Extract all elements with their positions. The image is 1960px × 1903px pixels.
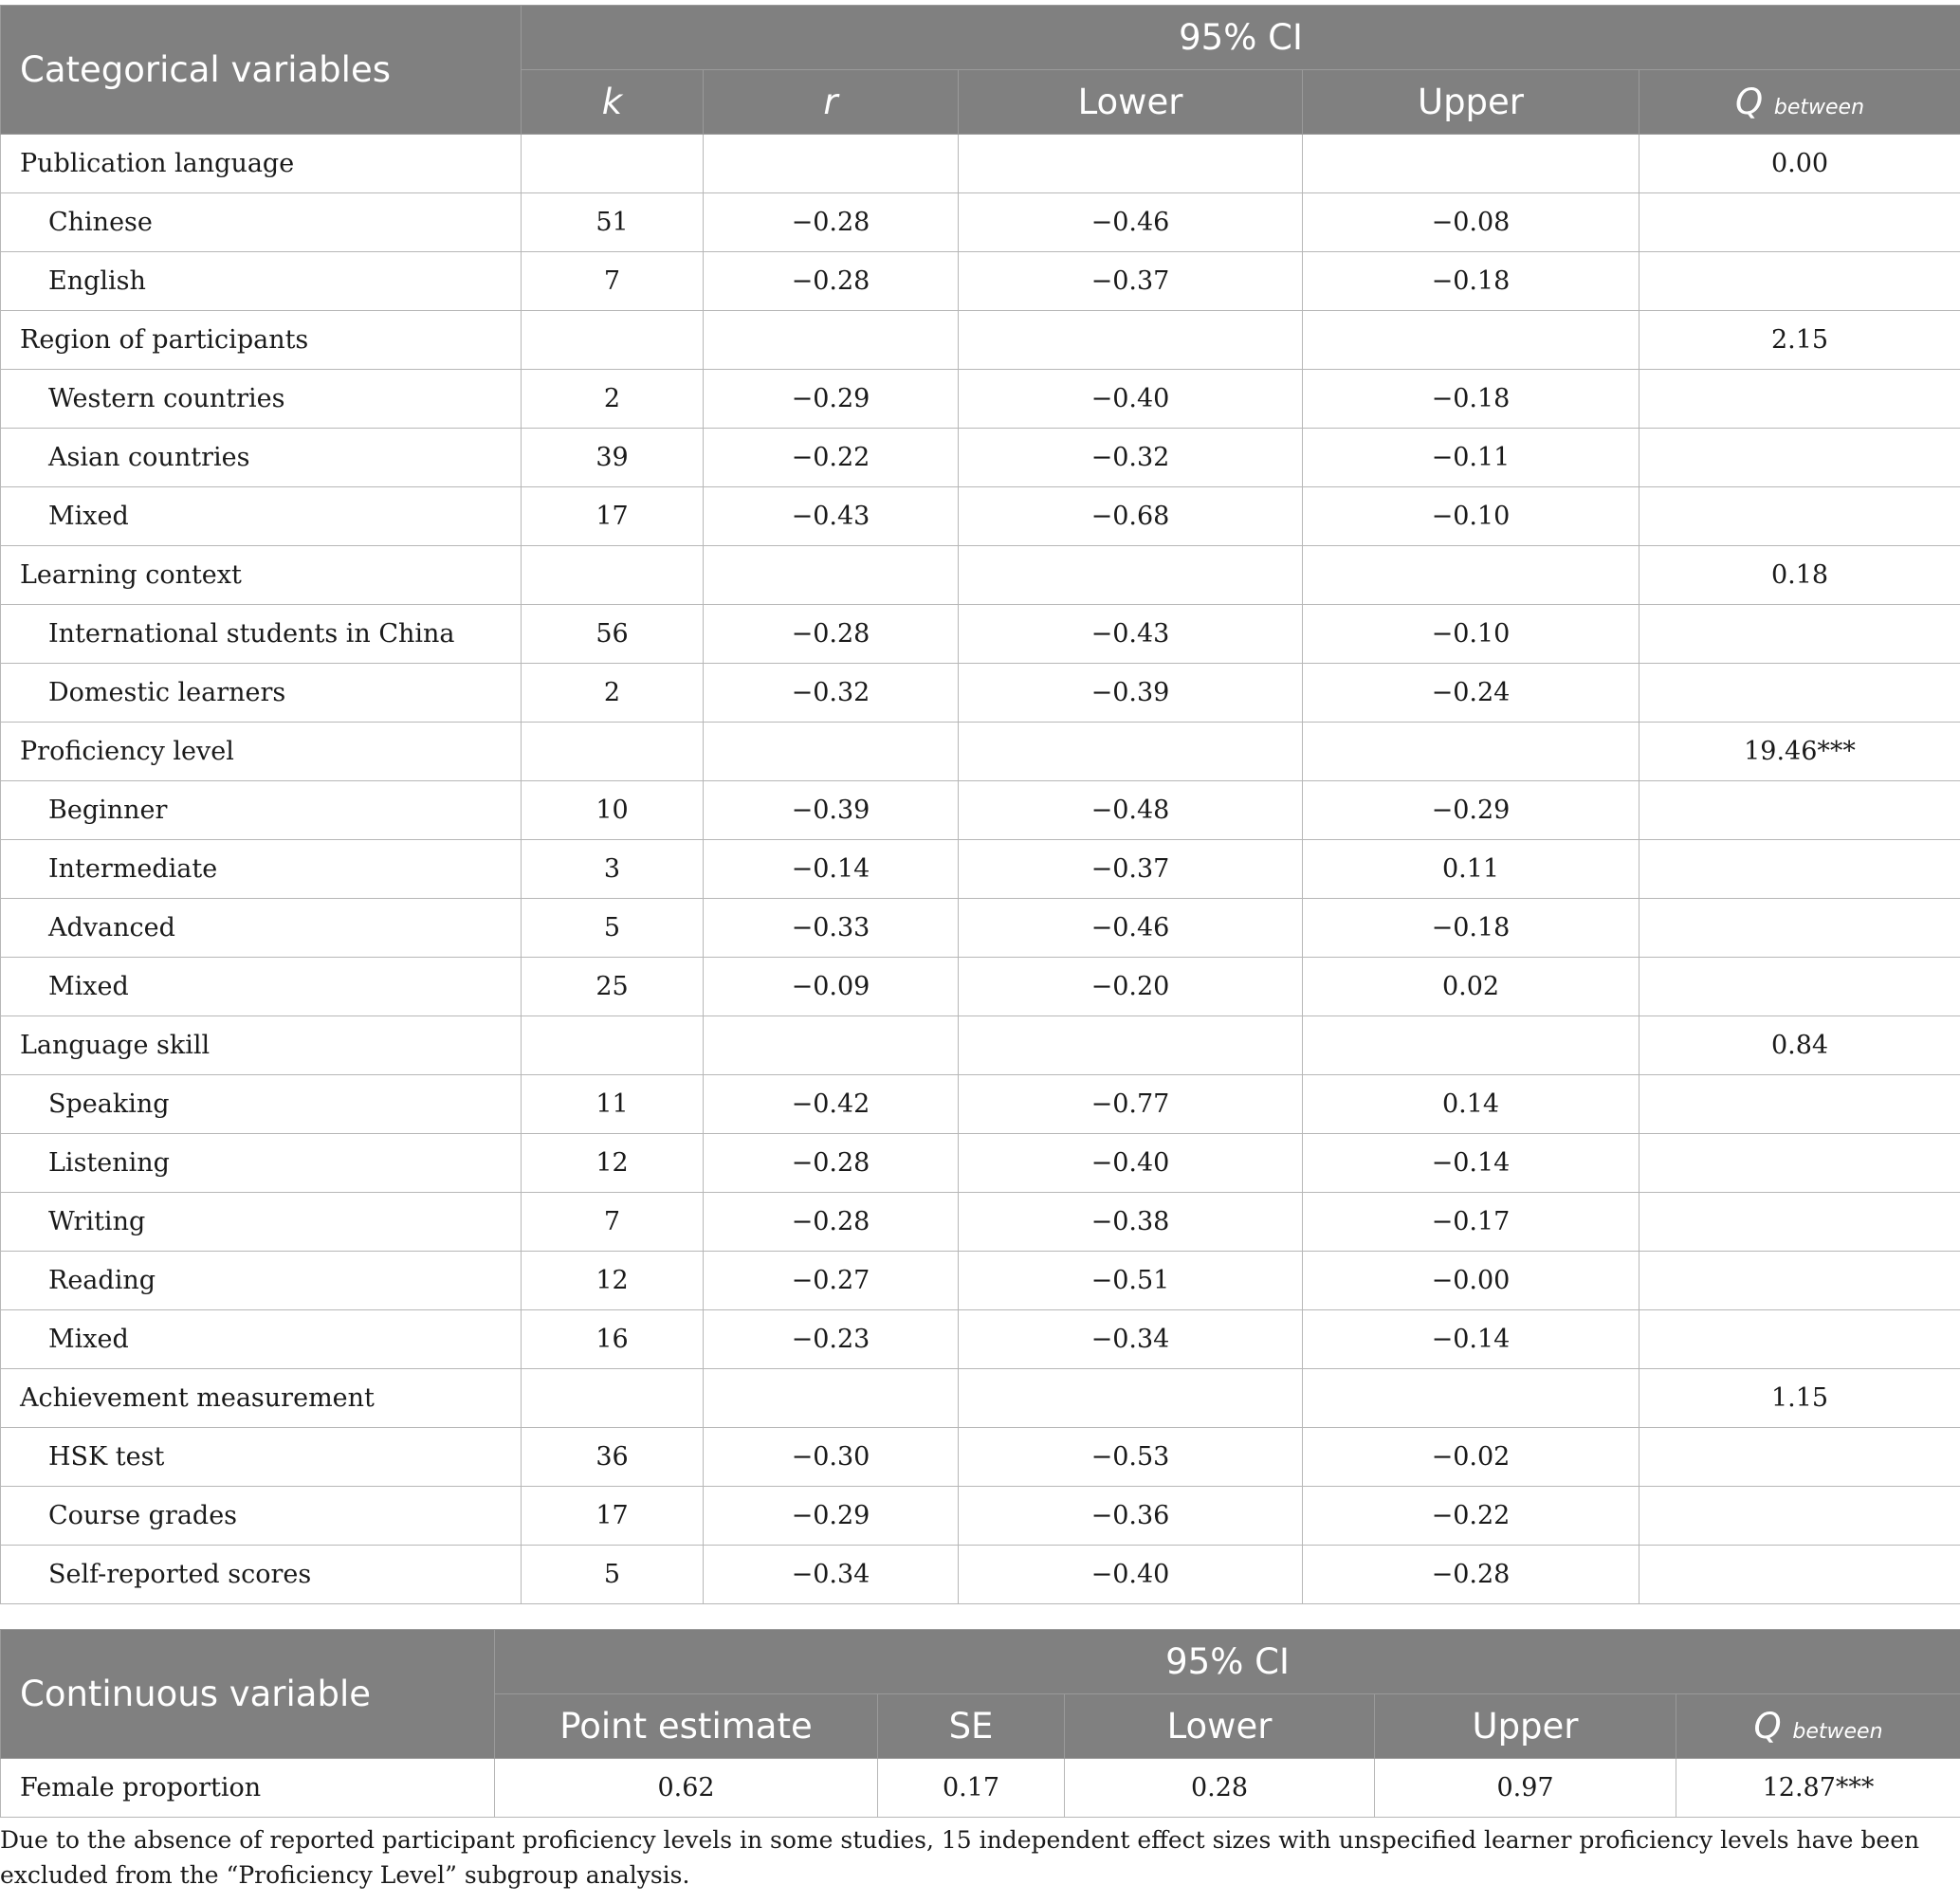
cell-q <box>1639 1193 1960 1252</box>
table-row <box>1 370 1960 429</box>
cell-r <box>704 546 959 605</box>
cell-upper: −0.10 <box>1303 487 1639 546</box>
cell-label: Chinese <box>1 193 522 252</box>
cell-upper: −0.18 <box>1303 370 1639 429</box>
cell-upper: −0.29 <box>1303 781 1639 840</box>
header-lower: Lower <box>959 70 1303 135</box>
cell-label: Female proportion <box>1 1759 495 1818</box>
table-row <box>1 781 1960 840</box>
table-row <box>1 1428 1960 1487</box>
cell-lower: −0.37 <box>959 252 1303 311</box>
header-upper: Upper <box>1375 1694 1676 1759</box>
header-upper: Upper <box>1303 70 1639 135</box>
header-95-ci: 95% CI <box>495 1630 1960 1694</box>
cell-r: −0.34 <box>704 1546 959 1604</box>
cell-r: −0.27 <box>704 1252 959 1310</box>
cell-q <box>1639 958 1960 1016</box>
table-row <box>1 1075 1960 1134</box>
cell-label: Region of participants <box>1 311 522 370</box>
cell-q <box>1639 429 1960 487</box>
header-95-ci: 95% CI <box>522 6 1960 70</box>
cell-q <box>1639 781 1960 840</box>
cell-k <box>522 311 704 370</box>
cell-label: Learning context <box>1 546 522 605</box>
cell-lower: −0.46 <box>959 899 1303 958</box>
cell-lower: −0.40 <box>959 370 1303 429</box>
header-k: k <box>522 70 704 135</box>
cell-r: −0.43 <box>704 487 959 546</box>
cell-k <box>522 1016 704 1075</box>
header-point-estimate: Point estimate <box>495 1694 878 1759</box>
cell-r <box>704 1016 959 1075</box>
cell-label: Achievement measurement <box>1 1369 522 1428</box>
cell-point: 0.62 <box>495 1759 878 1818</box>
cell-r: −0.30 <box>704 1428 959 1487</box>
cell-r: −0.28 <box>704 1193 959 1252</box>
cell-q <box>1639 1487 1960 1546</box>
cell-k: 12 <box>522 1252 704 1310</box>
cell-lower: −0.40 <box>959 1134 1303 1193</box>
cell-lower: −0.46 <box>959 193 1303 252</box>
cell-upper <box>1303 546 1639 605</box>
cell-q: 0.18 <box>1639 546 1960 605</box>
cell-upper: −0.10 <box>1303 605 1639 664</box>
cell-q <box>1639 664 1960 723</box>
cell-lower: −0.51 <box>959 1252 1303 1310</box>
table-row <box>1 1016 1960 1075</box>
cell-k: 17 <box>522 487 704 546</box>
cell-label: International students in China <box>1 605 522 664</box>
cell-se: 0.17 <box>878 1759 1065 1818</box>
table-row <box>1 193 1960 252</box>
cell-label: Advanced <box>1 899 522 958</box>
cell-q <box>1639 1134 1960 1193</box>
cell-k: 51 <box>522 193 704 252</box>
cell-upper: −0.14 <box>1303 1134 1639 1193</box>
cell-k: 5 <box>522 899 704 958</box>
cell-label: Proficiency level <box>1 723 522 781</box>
cell-q: 2.15 <box>1639 311 1960 370</box>
cell-upper: −0.22 <box>1303 1487 1639 1546</box>
cell-r: −0.23 <box>704 1310 959 1369</box>
cell-lower: −0.20 <box>959 958 1303 1016</box>
cell-lower: −0.39 <box>959 664 1303 723</box>
header-se: SE <box>878 1694 1065 1759</box>
table-row <box>1 1252 1960 1310</box>
cell-k: 10 <box>522 781 704 840</box>
cell-lower <box>959 311 1303 370</box>
cell-r: −0.32 <box>704 664 959 723</box>
table-row <box>1 1369 1960 1428</box>
cell-upper: −0.18 <box>1303 252 1639 311</box>
table-row <box>1 958 1960 1016</box>
cell-label: Western countries <box>1 370 522 429</box>
table-row <box>1 546 1960 605</box>
cell-lower: 0.28 <box>1065 1759 1375 1818</box>
cell-lower <box>959 135 1303 193</box>
cell-q <box>1639 370 1960 429</box>
cell-q: 12.87*** <box>1676 1759 1960 1818</box>
cell-upper: −0.08 <box>1303 193 1639 252</box>
cell-r: −0.29 <box>704 370 959 429</box>
cell-lower: −0.53 <box>959 1428 1303 1487</box>
cell-upper <box>1303 311 1639 370</box>
cell-k: 25 <box>522 958 704 1016</box>
table-row <box>1 723 1960 781</box>
cell-label: Asian countries <box>1 429 522 487</box>
cell-k: 7 <box>522 252 704 311</box>
cell-upper: −0.14 <box>1303 1310 1639 1369</box>
cell-q: 0.84 <box>1639 1016 1960 1075</box>
cell-k: 11 <box>522 1075 704 1134</box>
cell-label: Mixed <box>1 487 522 546</box>
cell-q <box>1639 840 1960 899</box>
cell-lower: −0.34 <box>959 1310 1303 1369</box>
table-row <box>1 311 1960 370</box>
cell-k <box>522 546 704 605</box>
cell-lower: −0.37 <box>959 840 1303 899</box>
cell-k: 56 <box>522 605 704 664</box>
cell-lower: −0.36 <box>959 1487 1303 1546</box>
cell-lower <box>959 1016 1303 1075</box>
cell-lower: −0.40 <box>959 1546 1303 1604</box>
cell-upper <box>1303 1016 1639 1075</box>
table-row <box>1 1134 1960 1193</box>
cell-q <box>1639 1428 1960 1487</box>
table-row <box>1 429 1960 487</box>
cell-k: 2 <box>522 664 704 723</box>
cell-r: −0.33 <box>704 899 959 958</box>
cell-q <box>1639 1075 1960 1134</box>
cell-upper: −0.02 <box>1303 1428 1639 1487</box>
table-footnote: Due to the absence of reported participant proficiency levels in some studies, 15 independent effect sizes with unspecified learner proficiency levels have been excluded from the “Proficiency Level” subgroup analysis. <box>0 1826 1920 1889</box>
categorical-variables-table <box>0 5 1960 1604</box>
cell-q <box>1639 1252 1960 1310</box>
table-row <box>1 1487 1960 1546</box>
table-row <box>1 664 1960 723</box>
cell-label: Self-reported scores <box>1 1546 522 1604</box>
cell-lower: −0.68 <box>959 487 1303 546</box>
table-row <box>1 899 1960 958</box>
cell-label: Intermediate <box>1 840 522 899</box>
table-row <box>1 605 1960 664</box>
cell-r <box>704 723 959 781</box>
cell-k: 17 <box>522 1487 704 1546</box>
header-lower: Lower <box>1065 1694 1375 1759</box>
cell-k: 7 <box>522 1193 704 1252</box>
header-categorical-variables: Categorical variables <box>1 6 522 135</box>
cell-upper <box>1303 723 1639 781</box>
cell-lower: −0.77 <box>959 1075 1303 1134</box>
cell-upper <box>1303 1369 1639 1428</box>
cell-label: Mixed <box>1 1310 522 1369</box>
cell-label: Listening <box>1 1134 522 1193</box>
cell-k: 2 <box>522 370 704 429</box>
cell-label: Domestic learners <box>1 664 522 723</box>
cell-q <box>1639 605 1960 664</box>
cell-upper: 0.02 <box>1303 958 1639 1016</box>
cell-k: 3 <box>522 840 704 899</box>
cell-r: −0.29 <box>704 1487 959 1546</box>
cell-upper <box>1303 135 1639 193</box>
table-row <box>1 252 1960 311</box>
table-row <box>1 135 1960 193</box>
cell-label: Speaking <box>1 1075 522 1134</box>
cell-lower: −0.43 <box>959 605 1303 664</box>
cell-k: 5 <box>522 1546 704 1604</box>
cell-upper: −0.18 <box>1303 899 1639 958</box>
cell-label: Writing <box>1 1193 522 1252</box>
cell-upper: −0.28 <box>1303 1546 1639 1604</box>
cell-label: Reading <box>1 1252 522 1310</box>
cell-r <box>704 135 959 193</box>
cell-lower <box>959 723 1303 781</box>
cell-label: Language skill <box>1 1016 522 1075</box>
continuous-variable-table <box>0 1629 1960 1818</box>
cell-k: 36 <box>522 1428 704 1487</box>
table-row <box>1 1546 1960 1604</box>
cell-label: Course grades <box>1 1487 522 1546</box>
cell-k <box>522 135 704 193</box>
cell-r: −0.39 <box>704 781 959 840</box>
cell-upper: 0.11 <box>1303 840 1639 899</box>
cell-q <box>1639 1310 1960 1369</box>
cell-q <box>1639 487 1960 546</box>
cell-r <box>704 1369 959 1428</box>
cell-lower <box>959 1369 1303 1428</box>
cell-upper: −0.17 <box>1303 1193 1639 1252</box>
header-q-between: Q between <box>1676 1694 1960 1759</box>
cell-k <box>522 723 704 781</box>
table-row <box>1 840 1960 899</box>
cell-q: 1.15 <box>1639 1369 1960 1428</box>
cell-q <box>1639 193 1960 252</box>
cell-q: 0.00 <box>1639 135 1960 193</box>
cell-lower: −0.38 <box>959 1193 1303 1252</box>
cell-label: English <box>1 252 522 311</box>
cell-q <box>1639 252 1960 311</box>
cell-r: −0.28 <box>704 252 959 311</box>
cell-r: −0.28 <box>704 1134 959 1193</box>
cell-label: HSK test <box>1 1428 522 1487</box>
cell-upper: 0.97 <box>1375 1759 1676 1818</box>
cell-upper: −0.24 <box>1303 664 1639 723</box>
cell-r: −0.22 <box>704 429 959 487</box>
table-row <box>1 1193 1960 1252</box>
cell-k <box>522 1369 704 1428</box>
cell-r: −0.28 <box>704 605 959 664</box>
cell-upper: 0.14 <box>1303 1075 1639 1134</box>
cell-upper: −0.00 <box>1303 1252 1639 1310</box>
cell-k: 16 <box>522 1310 704 1369</box>
cell-label: Publication language <box>1 135 522 193</box>
cell-lower: −0.48 <box>959 781 1303 840</box>
cell-r: −0.09 <box>704 958 959 1016</box>
header-continuous-variable: Continuous variable <box>1 1630 495 1759</box>
cell-q <box>1639 899 1960 958</box>
cell-q <box>1639 1546 1960 1604</box>
cell-k: 12 <box>522 1134 704 1193</box>
table-row <box>1 487 1960 546</box>
cell-label: Mixed <box>1 958 522 1016</box>
header-r: r <box>704 70 959 135</box>
table-row <box>1 1310 1960 1369</box>
header-q-between: Q between <box>1639 70 1960 135</box>
cell-r: −0.14 <box>704 840 959 899</box>
table-row <box>1 1759 1960 1818</box>
cell-lower <box>959 546 1303 605</box>
cell-r: −0.42 <box>704 1075 959 1134</box>
cell-k: 39 <box>522 429 704 487</box>
cell-upper: −0.11 <box>1303 429 1639 487</box>
cell-label: Beginner <box>1 781 522 840</box>
cell-lower: −0.32 <box>959 429 1303 487</box>
cell-r <box>704 311 959 370</box>
cell-q: 19.46*** <box>1639 723 1960 781</box>
cell-r: −0.28 <box>704 193 959 252</box>
